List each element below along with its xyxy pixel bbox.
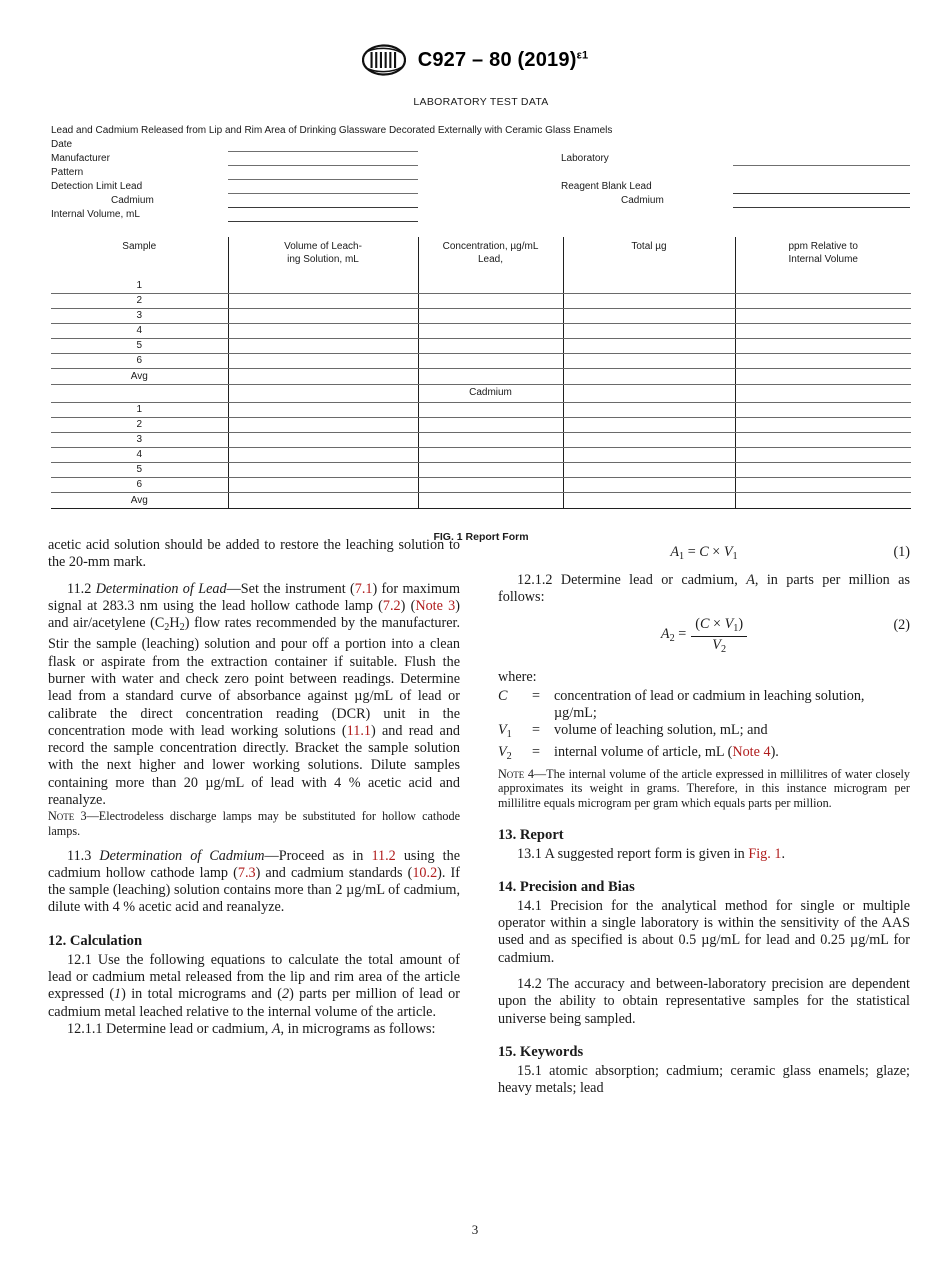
cell-cadmium-avg-total[interactable]	[563, 493, 735, 509]
cadmium-subheader-label: Cadmium	[418, 385, 563, 403]
field-rule-manufacturer[interactable]	[228, 165, 418, 166]
right-text-column	[498, 537, 910, 1098]
cell-lead-4-volume[interactable]	[228, 324, 418, 339]
cell-lead-6-ppm[interactable]	[735, 354, 911, 369]
cadmium-subheader-blank-left	[51, 385, 228, 403]
form-fields	[51, 139, 911, 229]
table-row	[51, 339, 911, 354]
section-heading-14: 14. Precision and Bias	[498, 878, 635, 895]
xref-fig-1[interactable]: Fig. 1	[748, 845, 782, 862]
row-label-lead-6: 6	[51, 354, 228, 369]
clause-number-13-1: 13.1	[517, 845, 542, 862]
cell-lead-3-concentration[interactable]	[418, 309, 563, 324]
note-4-label: Note	[498, 766, 525, 781]
table-subheader-cadmium	[51, 385, 911, 403]
row-label-lead-5: 5	[51, 339, 228, 354]
section-heading-15: 15. Keywords	[498, 1043, 584, 1060]
paragraph-12-1-1: 12.1.1 Determine lead or cadmium, A, in micrograms as follows:	[67, 1020, 436, 1037]
cell-lead-avg-concentration[interactable]	[418, 369, 563, 385]
row-label-cadmium-1: 1	[51, 403, 228, 418]
field-rule-reagent-blank-cadmium[interactable]	[733, 207, 910, 208]
field-label-reagent-blank-cadmium: Cadmium	[621, 195, 664, 206]
cell-cadmium-6-ppm[interactable]	[735, 478, 911, 493]
clause-number-11-2: 11.2	[67, 580, 92, 597]
cell-cadmium-4-volume[interactable]	[228, 448, 418, 463]
cell-cadmium-5-volume[interactable]	[228, 463, 418, 478]
note-3: Note 3—Electrodeless discharge lamps may be substituted for hollow cathode lamps.	[48, 809, 461, 838]
cell-cadmium-6-concentration[interactable]	[418, 478, 563, 493]
cell-lead-avg-ppm[interactable]	[735, 369, 911, 385]
row-label-lead-2: 2	[51, 294, 228, 309]
paragraph-14-2: 14.2 The accuracy and between-laboratory precision are dependent upon the ability to obtain representative samples for the statistical universe being sampled.	[498, 976, 910, 1027]
row-label-cadmium-2: 2	[51, 418, 228, 433]
paragraph-11-3: 11.3 Determination of Cadmium—Proceed as in 11.2 using the cadmium hollow cathode lamp (7.3) and cadmium standards (10.2). If the sample (leaching) solution contains more than 2 µg/mL of cadmium, dilute with 4 % acetic acid and reanalyze.	[48, 847, 460, 916]
field-label-manufacturer: Manufacturer	[51, 153, 110, 164]
cell-lead-1-concentration[interactable]	[418, 279, 563, 294]
row-label-cadmium-3: 3	[51, 433, 228, 448]
note-4: Note 4—The internal volume of the article expressed in millilitres of water closely approximates its weight in grams. Therefore, in this instance microgram per millilitre equals microgram per gram which equals parts per million.	[498, 766, 910, 810]
cell-cadmium-3-ppm[interactable]	[735, 433, 911, 448]
row-label-lead-avg: Avg	[51, 369, 228, 385]
standard-header	[0, 44, 950, 76]
standard-designation	[418, 49, 589, 72]
column-header-total-ug: Total µg	[563, 237, 735, 279]
equation-1-number: (1)	[893, 544, 910, 560]
column-header-sample: Sample	[122, 241, 157, 252]
clause-number-12-1-2: 12.1.2	[517, 572, 553, 588]
field-label-pattern: Pattern	[51, 167, 84, 178]
xref-10-2[interactable]: 10.2	[412, 864, 438, 881]
cell-lead-6-concentration[interactable]	[418, 354, 563, 369]
field-label-detection-limit-lead: Detection Limit Lead	[51, 181, 143, 192]
table-row	[51, 433, 911, 448]
cell-cadmium-3-concentration[interactable]	[418, 433, 563, 448]
cell-lead-5-concentration[interactable]	[418, 339, 563, 354]
row-label-cadmium-6: 6	[51, 478, 228, 493]
paragraph-15-1: 15.1 atomic absorption; cadmium; ceramic glass enamels; glaze; heavy metals; lead	[498, 1062, 910, 1097]
paragraph-11-2: 11.2 Determination of Lead—Set the instrument (7.1) for maximum signal at 283.3 nm using the lead hollow cathode lamp (7.2) (Note 3) and air/acetylene $(C_2H_2)$ flow rates recommended by the manufacturer. Stir the sample (leaching) solution and pour off a portion into a clean flask or aspirate from the extraction container if suitable. Flush the burner with water and check zero point between readings. Determine lead from a standard curve of absorbance against µg/mL of lead or calibrate the direct concentration reading (DCR) unit in the concentration mode with lead working solutions (11.1) and read and record the sample concentration directly. Bracket the sample solution with the next higher and lower working solutions. Dilute samples containing more than 20 µg/mL of lead with 4 % acetic acid and reanalyze.	[48, 580, 461, 809]
cell-cadmium-6-volume[interactable]	[228, 478, 418, 493]
where-definition-list	[498, 688, 910, 765]
cell-lead-2-concentration[interactable]	[418, 294, 563, 309]
cell-cadmium-5-total[interactable]	[563, 463, 735, 478]
clause-number-14-2: 14.2	[517, 976, 542, 993]
table-row	[51, 403, 911, 418]
table-row	[51, 279, 911, 294]
table-row	[51, 354, 911, 369]
table-row	[51, 324, 911, 339]
cell-cadmium-1-total[interactable]	[563, 403, 735, 418]
cell-lead-1-volume[interactable]	[228, 279, 418, 294]
cell-cadmium-3-volume[interactable]	[228, 433, 418, 448]
cell-lead-3-volume[interactable]	[228, 309, 418, 324]
table-row	[51, 448, 911, 463]
xref-11-2[interactable]: 11.2	[371, 847, 396, 864]
clause-number-12-1-1: 12.1.1	[67, 1020, 103, 1037]
cell-cadmium-avg-volume[interactable]	[228, 493, 418, 509]
xref-note-4[interactable]: Note 4	[732, 743, 771, 760]
cell-cadmium-1-concentration[interactable]	[418, 403, 563, 418]
field-label-reagent-blank-lead: Reagent Blank Lead	[561, 181, 652, 192]
cell-lead-avg-volume[interactable]	[228, 369, 418, 385]
equation-1: $A_1 = C \times V_1$ (1)	[670, 544, 910, 562]
cell-cadmium-avg-ppm[interactable]	[735, 493, 911, 509]
cell-lead-5-total[interactable]	[563, 339, 735, 354]
cadmium-subheader-blank-ppm	[735, 385, 911, 403]
cell-lead-6-total[interactable]	[563, 354, 735, 369]
row-label-lead-1: 1	[51, 279, 228, 294]
figure-1-report-form	[51, 96, 911, 543]
cell-cadmium-avg-concentration[interactable]	[418, 493, 563, 509]
section-heading-13: 13. Report	[498, 826, 564, 843]
cadmium-subheader-blank-total	[563, 385, 735, 403]
form-subtitle: Lead and Cadmium Released from Lip and Rim Area of Drinking Glassware Decorated Externally with Ceramic Glass Enamels	[51, 125, 613, 136]
cell-lead-4-concentration[interactable]	[418, 324, 563, 339]
field-rule-date[interactable]	[228, 151, 418, 152]
cell-cadmium-3-total[interactable]	[563, 433, 735, 448]
cell-lead-1-ppm[interactable]	[735, 279, 911, 294]
table-row	[51, 493, 911, 509]
note-4-text: The internal volume of the article expressed in millilitres of water closely approximates its weight in grams. Therefore, in this instance microgram per millilitre equals microgram per gram which equals parts per million.	[498, 766, 910, 810]
cell-lead-2-total[interactable]	[563, 294, 735, 309]
cell-cadmium-6-total[interactable]	[563, 478, 735, 493]
note-3-label: Note	[48, 809, 75, 824]
table-header-row	[51, 237, 911, 279]
cell-lead-4-total[interactable]	[563, 324, 735, 339]
cell-cadmium-2-volume[interactable]	[228, 418, 418, 433]
designation-text: C927 – 80 (2019)	[417, 48, 577, 71]
table-row	[51, 369, 911, 385]
cell-lead-4-ppm[interactable]	[735, 324, 911, 339]
table-row	[51, 418, 911, 433]
cell-lead-5-volume[interactable]	[228, 339, 418, 354]
field-rule-pattern[interactable]	[228, 179, 418, 180]
column-header-volume-leaching: Volume of Leach- ing Solution, mL	[228, 237, 418, 279]
clause-number-15-1: 15.1	[517, 1062, 542, 1079]
xref-note-3[interactable]: Note 3	[415, 597, 456, 614]
cell-lead-2-ppm[interactable]	[735, 294, 911, 309]
field-label-date: Date	[51, 139, 73, 150]
clause-number-14-1: 14.1	[517, 897, 542, 914]
where-item-V1	[498, 722, 910, 743]
where-equals-V2: =	[532, 743, 541, 760]
equation-2-numerator: $(C \times V_1)$	[695, 615, 744, 634]
clause-number-12-1: 12.1	[67, 951, 92, 968]
paragraph-12-1: 12.1 Use the following equations to calculate the total amount of lead or cadmium metal released from the lip and rim area of the article expressed (1) in total micrograms and (2) parts per million of lead or cadmium metal leached relative to the internal volume of the article.	[48, 951, 460, 1020]
cell-lead-1-total[interactable]	[563, 279, 735, 294]
where-definition-V2: internal volume of article, mL (Note 4).	[554, 743, 779, 760]
column-header-concentration: Concentration, µg/mL Lead,	[418, 237, 563, 279]
paragraph-12-1-2: 12.1.2 Determine lead or cadmium, A, in parts per million as follows:	[498, 572, 910, 606]
cell-lead-2-volume[interactable]	[228, 294, 418, 309]
equation-2-number: (2)	[893, 616, 910, 633]
where-equals-C: =	[532, 687, 541, 704]
body-two-column-layout	[48, 537, 910, 1177]
xref-11-1[interactable]: 11.1	[346, 722, 371, 739]
field-rule-detection-limit-lead[interactable]	[228, 193, 418, 194]
field-label-laboratory: Laboratory	[561, 153, 609, 164]
column-header-ppm-relative: ppm Relative to Internal Volume	[735, 237, 911, 279]
row-label-lead-3: 3	[51, 309, 228, 324]
table-row	[51, 478, 911, 493]
astm-logo-icon	[362, 44, 406, 76]
designation-epsilon: ε1	[576, 48, 589, 61]
clause-title-11-3: Determination of Cadmium	[99, 847, 265, 864]
cell-cadmium-1-ppm[interactable]	[735, 403, 911, 418]
cell-cadmium-4-total[interactable]	[563, 448, 735, 463]
cell-cadmium-4-ppm[interactable]	[735, 448, 911, 463]
equation-2-denominator: $V_2$	[691, 636, 747, 657]
where-definition-C: concentration of lead or cadmium in leaching solution, µg/mL;	[554, 687, 865, 722]
report-data-table	[51, 237, 911, 509]
where-equals-V1: =	[532, 722, 541, 739]
row-label-cadmium-4: 4	[51, 448, 228, 463]
field-rule-internal-volume[interactable]	[228, 221, 418, 222]
row-label-cadmium-avg: Avg	[51, 493, 228, 509]
where-symbol-V1: $V_1$	[498, 722, 512, 741]
field-rule-laboratory[interactable]	[733, 165, 910, 166]
cell-cadmium-4-concentration[interactable]	[418, 448, 563, 463]
xref-7-1[interactable]: 7.1	[354, 580, 373, 597]
field-label-detection-limit-cadmium: Cadmium	[111, 195, 154, 206]
cell-cadmium-1-volume[interactable]	[228, 403, 418, 418]
note-3-text: Electrodeless discharge lamps may be substituted for hollow cathode lamps.	[48, 809, 461, 838]
cell-cadmium-5-concentration[interactable]	[418, 463, 563, 478]
paragraph-continued: acetic acid solution should be added to restore the leaching solution to the 20-mm mark.	[48, 537, 460, 571]
clause-number-11-3: 11.3	[67, 847, 92, 864]
cell-lead-3-total[interactable]	[563, 309, 735, 324]
field-label-internal-volume: Internal Volume, mL	[51, 209, 140, 220]
lab-test-data-title: LABORATORY TEST DATA	[413, 96, 549, 108]
cell-cadmium-2-ppm[interactable]	[735, 418, 911, 433]
paragraph-14-1: 14.1 Precision for the analytical method for single or multiple operator within a single laboratory is within the sensitivity of the AAS used and as specified is about 0.5 µg/mL for lead and 0.25 µg/mL for cadmium.	[498, 897, 910, 966]
clause-title-11-2: Determination of Lead	[95, 580, 227, 597]
field-rule-reagent-blank-lead[interactable]	[733, 193, 910, 194]
xref-7-3[interactable]: 7.3	[237, 864, 256, 881]
table-row	[51, 463, 911, 478]
cell-cadmium-5-ppm[interactable]	[735, 463, 911, 478]
where-definition-V1: volume of leaching solution, mL; and	[554, 722, 768, 739]
cell-lead-3-ppm[interactable]	[735, 309, 911, 324]
where-symbol-V2: $V_2$	[498, 743, 512, 762]
cell-cadmium-2-total[interactable]	[563, 418, 735, 433]
cell-lead-avg-total[interactable]	[563, 369, 735, 385]
cell-lead-6-volume[interactable]	[228, 354, 418, 369]
cell-cadmium-2-concentration[interactable]	[418, 418, 563, 433]
table-row	[51, 309, 911, 324]
equation-2: $A_2$ = $\frac{(C \times V_1)}{V_2}$ (2)	[660, 615, 910, 656]
paragraph-13-1: 13.1 A suggested report form is given in Fig. 1.	[517, 845, 785, 862]
where-item-C	[498, 688, 910, 723]
row-label-lead-4: 4	[51, 324, 228, 339]
page-number: 3	[471, 1222, 479, 1237]
field-rule-detection-limit-cadmium[interactable]	[228, 207, 418, 208]
where-label: where:	[498, 668, 537, 685]
where-symbol-C: C	[498, 687, 508, 704]
xref-7-2[interactable]: 7.2	[382, 597, 401, 614]
left-text-column	[48, 537, 460, 1038]
row-label-cadmium-5: 5	[51, 463, 228, 478]
figure-caption: FIG. 1 Report Form	[433, 531, 529, 543]
cadmium-subheader-blank-volume	[228, 385, 418, 403]
where-item-V2	[498, 744, 910, 765]
section-heading-12: 12. Calculation	[48, 932, 143, 949]
table-row	[51, 294, 911, 309]
cell-lead-5-ppm[interactable]	[735, 339, 911, 354]
